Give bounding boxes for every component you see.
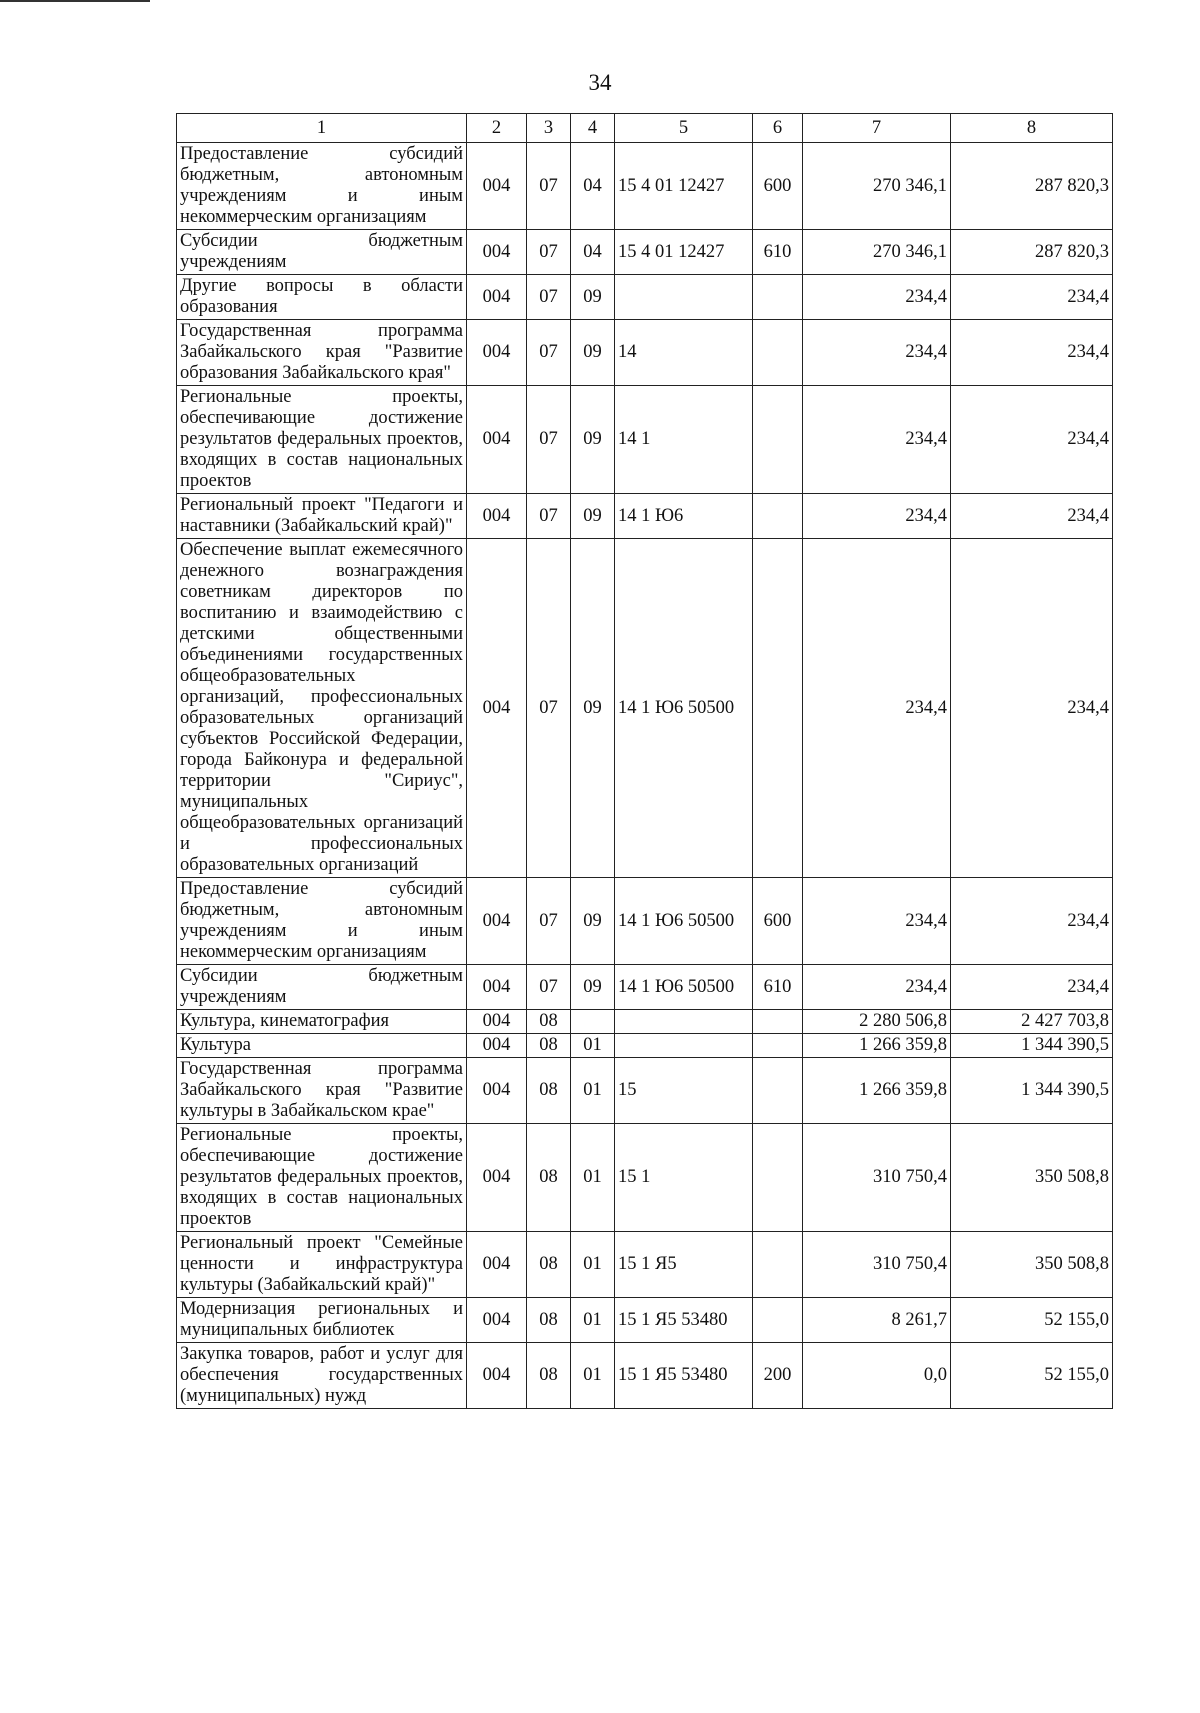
amount-year1-cell: 270 346,1 (803, 143, 951, 230)
ministry-code-cell: 004 (467, 320, 527, 386)
ministry-code-cell: 004 (467, 1232, 527, 1298)
header-cell: 7 (803, 114, 951, 143)
row-name-cell: Субсидии бюджетным учреждениям (177, 965, 467, 1010)
row-name-cell: Субсидии бюджетным учреждениям (177, 230, 467, 275)
target-article-cell: 15 (615, 1058, 753, 1124)
section-code-cell: 07 (527, 539, 571, 878)
subsection-code-cell: 09 (571, 965, 615, 1010)
table-row (177, 878, 1113, 965)
row-name-cell: Закупка товаров, работ и услуг для обеспечения государственных (муниципальных) нужд (177, 1343, 467, 1409)
amount-year1-cell: 1 266 359,8 (803, 1034, 951, 1058)
target-article-cell: 15 1 Я5 53480 (615, 1343, 753, 1409)
section-code-cell: 07 (527, 878, 571, 965)
amount-year2-cell: 234,4 (951, 320, 1113, 386)
table-row (177, 386, 1113, 494)
amount-year2-cell: 234,4 (951, 494, 1113, 539)
amount-year2-cell: 234,4 (951, 539, 1113, 878)
row-name-cell: Обеспечение выплат ежемесячного денежного вознаграждения советникам директоров по воспитанию и взаимодействию с детскими общественными объединениями государственных общеобразовательных организаций, профессиональных образовательных организаций субъектов Российской Федерации, города Байконура и федеральной территории "Сириус", муниципальных общеобразовательных организаций и профессиональных образовательных организаций (177, 539, 467, 878)
ministry-code-cell: 004 (467, 494, 527, 539)
table-row (177, 320, 1113, 386)
header-cell: 3 (527, 114, 571, 143)
expense-type-cell (753, 320, 803, 386)
subsection-code-cell: 01 (571, 1343, 615, 1409)
amount-year2-cell: 234,4 (951, 386, 1113, 494)
ministry-code-cell: 004 (467, 965, 527, 1010)
table-row (177, 1298, 1113, 1343)
section-code-cell: 07 (527, 143, 571, 230)
target-article-cell: 15 1 Я5 53480 (615, 1298, 753, 1343)
amount-year1-cell: 2 280 506,8 (803, 1010, 951, 1034)
row-name-cell: Предоставление субсидий бюджетным, автономным учреждениям и иным некоммерческим организациям (177, 878, 467, 965)
ministry-code-cell: 004 (467, 1298, 527, 1343)
header-cell: 5 (615, 114, 753, 143)
row-name-cell: Государственная программа Забайкальского края "Развитие образования Забайкальского края" (177, 320, 467, 386)
ministry-code-cell: 004 (467, 143, 527, 230)
ministry-code-cell: 004 (467, 386, 527, 494)
table-row (177, 965, 1113, 1010)
target-article-cell: 14 1 Ю6 50500 (615, 878, 753, 965)
expense-type-cell (753, 275, 803, 320)
section-code-cell: 07 (527, 230, 571, 275)
table-row (177, 1232, 1113, 1298)
table-body (177, 143, 1113, 1409)
expense-type-cell: 610 (753, 230, 803, 275)
amount-year1-cell: 310 750,4 (803, 1124, 951, 1232)
expense-type-cell: 600 (753, 878, 803, 965)
amount-year1-cell: 270 346,1 (803, 230, 951, 275)
header-cell: 8 (951, 114, 1113, 143)
amount-year2-cell: 287 820,3 (951, 143, 1113, 230)
target-article-cell: 14 1 Ю6 (615, 494, 753, 539)
row-name-cell: Региональный проект "Семейные ценности и инфраструктура культуры (Забайкальский край)" (177, 1232, 467, 1298)
amount-year1-cell: 310 750,4 (803, 1232, 951, 1298)
expense-type-cell (753, 386, 803, 494)
expense-type-cell (753, 1010, 803, 1034)
amount-year2-cell: 234,4 (951, 878, 1113, 965)
ministry-code-cell: 004 (467, 1058, 527, 1124)
row-name-cell: Модернизация региональных и муниципальных библиотек (177, 1298, 467, 1343)
ministry-code-cell: 004 (467, 1034, 527, 1058)
table-row (177, 539, 1113, 878)
amount-year1-cell: 234,4 (803, 965, 951, 1010)
subsection-code-cell: 09 (571, 878, 615, 965)
expense-type-cell: 610 (753, 965, 803, 1010)
header-cell: 6 (753, 114, 803, 143)
table-row (177, 1034, 1113, 1058)
target-article-cell (615, 1010, 753, 1034)
subsection-code-cell: 01 (571, 1124, 615, 1232)
ministry-code-cell: 004 (467, 275, 527, 320)
section-code-cell: 07 (527, 386, 571, 494)
row-name-cell: Культура (177, 1034, 467, 1058)
subsection-code-cell: 04 (571, 230, 615, 275)
subsection-code-cell (571, 1010, 615, 1034)
amount-year2-cell: 234,4 (951, 275, 1113, 320)
subsection-code-cell: 09 (571, 539, 615, 878)
subsection-code-cell: 04 (571, 143, 615, 230)
expense-type-cell: 600 (753, 143, 803, 230)
amount-year2-cell: 2 427 703,8 (951, 1010, 1113, 1034)
row-name-cell: Культура, кинематография (177, 1010, 467, 1034)
row-name-cell: Предоставление субсидий бюджетным, автономным учреждениям и иным некоммерческим организациям (177, 143, 467, 230)
section-code-cell: 08 (527, 1034, 571, 1058)
section-code-cell: 08 (527, 1058, 571, 1124)
target-article-cell: 15 1 Я5 (615, 1232, 753, 1298)
amount-year2-cell: 350 508,8 (951, 1124, 1113, 1232)
table-row (177, 494, 1113, 539)
amount-year1-cell: 234,4 (803, 320, 951, 386)
amount-year2-cell: 52 155,0 (951, 1343, 1113, 1409)
amount-year2-cell: 287 820,3 (951, 230, 1113, 275)
ministry-code-cell: 004 (467, 539, 527, 878)
header-cell: 2 (467, 114, 527, 143)
subsection-code-cell: 01 (571, 1058, 615, 1124)
target-article-cell: 15 4 01 12427 (615, 230, 753, 275)
ministry-code-cell: 004 (467, 230, 527, 275)
subsection-code-cell: 09 (571, 494, 615, 539)
section-code-cell: 08 (527, 1343, 571, 1409)
target-article-cell: 14 (615, 320, 753, 386)
amount-year1-cell: 234,4 (803, 494, 951, 539)
amount-year1-cell: 1 266 359,8 (803, 1058, 951, 1124)
expense-type-cell (753, 1058, 803, 1124)
expense-type-cell (753, 1298, 803, 1343)
budget-table (176, 113, 1113, 1409)
subsection-code-cell: 01 (571, 1034, 615, 1058)
page-number: 34 (588, 70, 612, 95)
table-row (177, 275, 1113, 320)
table-row (177, 1124, 1113, 1232)
expense-type-cell (753, 1124, 803, 1232)
expense-type-cell (753, 1232, 803, 1298)
row-name-cell: Другие вопросы в области образования (177, 275, 467, 320)
target-article-cell (615, 1034, 753, 1058)
section-code-cell: 08 (527, 1124, 571, 1232)
expense-type-cell (753, 1034, 803, 1058)
header-row (177, 114, 1113, 143)
row-name-cell: Региональные проекты, обеспечивающие достижение результатов федеральных проектов, входящих в состав национальных проектов (177, 1124, 467, 1232)
amount-year2-cell: 234,4 (951, 965, 1113, 1010)
amount-year1-cell: 8 261,7 (803, 1298, 951, 1343)
target-article-cell: 14 1 Ю6 50500 (615, 539, 753, 878)
subsection-code-cell: 01 (571, 1232, 615, 1298)
subsection-code-cell: 09 (571, 320, 615, 386)
expense-type-cell (753, 494, 803, 539)
amount-year2-cell: 1 344 390,5 (951, 1034, 1113, 1058)
section-code-cell: 07 (527, 965, 571, 1010)
ministry-code-cell: 004 (467, 878, 527, 965)
amount-year1-cell: 234,4 (803, 275, 951, 320)
table-row (177, 1343, 1113, 1409)
target-article-cell: 15 4 01 12427 (615, 143, 753, 230)
expense-type-cell: 200 (753, 1343, 803, 1409)
ministry-code-cell: 004 (467, 1010, 527, 1034)
table-row (177, 1058, 1113, 1124)
amount-year1-cell: 234,4 (803, 539, 951, 878)
target-article-cell: 14 1 Ю6 50500 (615, 965, 753, 1010)
table-row (177, 1010, 1113, 1034)
table-row (177, 143, 1113, 230)
amount-year1-cell: 234,4 (803, 386, 951, 494)
subsection-code-cell: 09 (571, 386, 615, 494)
ministry-code-cell: 004 (467, 1124, 527, 1232)
section-code-cell: 08 (527, 1298, 571, 1343)
amount-year2-cell: 350 508,8 (951, 1232, 1113, 1298)
table-row (177, 230, 1113, 275)
section-code-cell: 08 (527, 1010, 571, 1034)
section-code-cell: 07 (527, 320, 571, 386)
section-code-cell: 07 (527, 494, 571, 539)
amount-year1-cell: 234,4 (803, 878, 951, 965)
ministry-code-cell: 004 (467, 1343, 527, 1409)
subsection-code-cell: 09 (571, 275, 615, 320)
expense-type-cell (753, 539, 803, 878)
subsection-code-cell: 01 (571, 1298, 615, 1343)
scan-edge-line (0, 0, 150, 2)
amount-year2-cell: 1 344 390,5 (951, 1058, 1113, 1124)
amount-year1-cell: 0,0 (803, 1343, 951, 1409)
row-name-cell: Региональные проекты, обеспечивающие достижение результатов федеральных проектов, входящих в состав национальных проектов (177, 386, 467, 494)
section-code-cell: 07 (527, 275, 571, 320)
header-cell: 1 (177, 114, 467, 143)
header-cell: 4 (571, 114, 615, 143)
amount-year2-cell: 52 155,0 (951, 1298, 1113, 1343)
section-code-cell: 08 (527, 1232, 571, 1298)
target-article-cell (615, 275, 753, 320)
row-name-cell: Государственная программа Забайкальского края "Развитие культуры в Забайкальском крае" (177, 1058, 467, 1124)
target-article-cell: 15 1 (615, 1124, 753, 1232)
row-name-cell: Региональный проект "Педагоги и наставники (Забайкальский край)" (177, 494, 467, 539)
target-article-cell: 14 1 (615, 386, 753, 494)
